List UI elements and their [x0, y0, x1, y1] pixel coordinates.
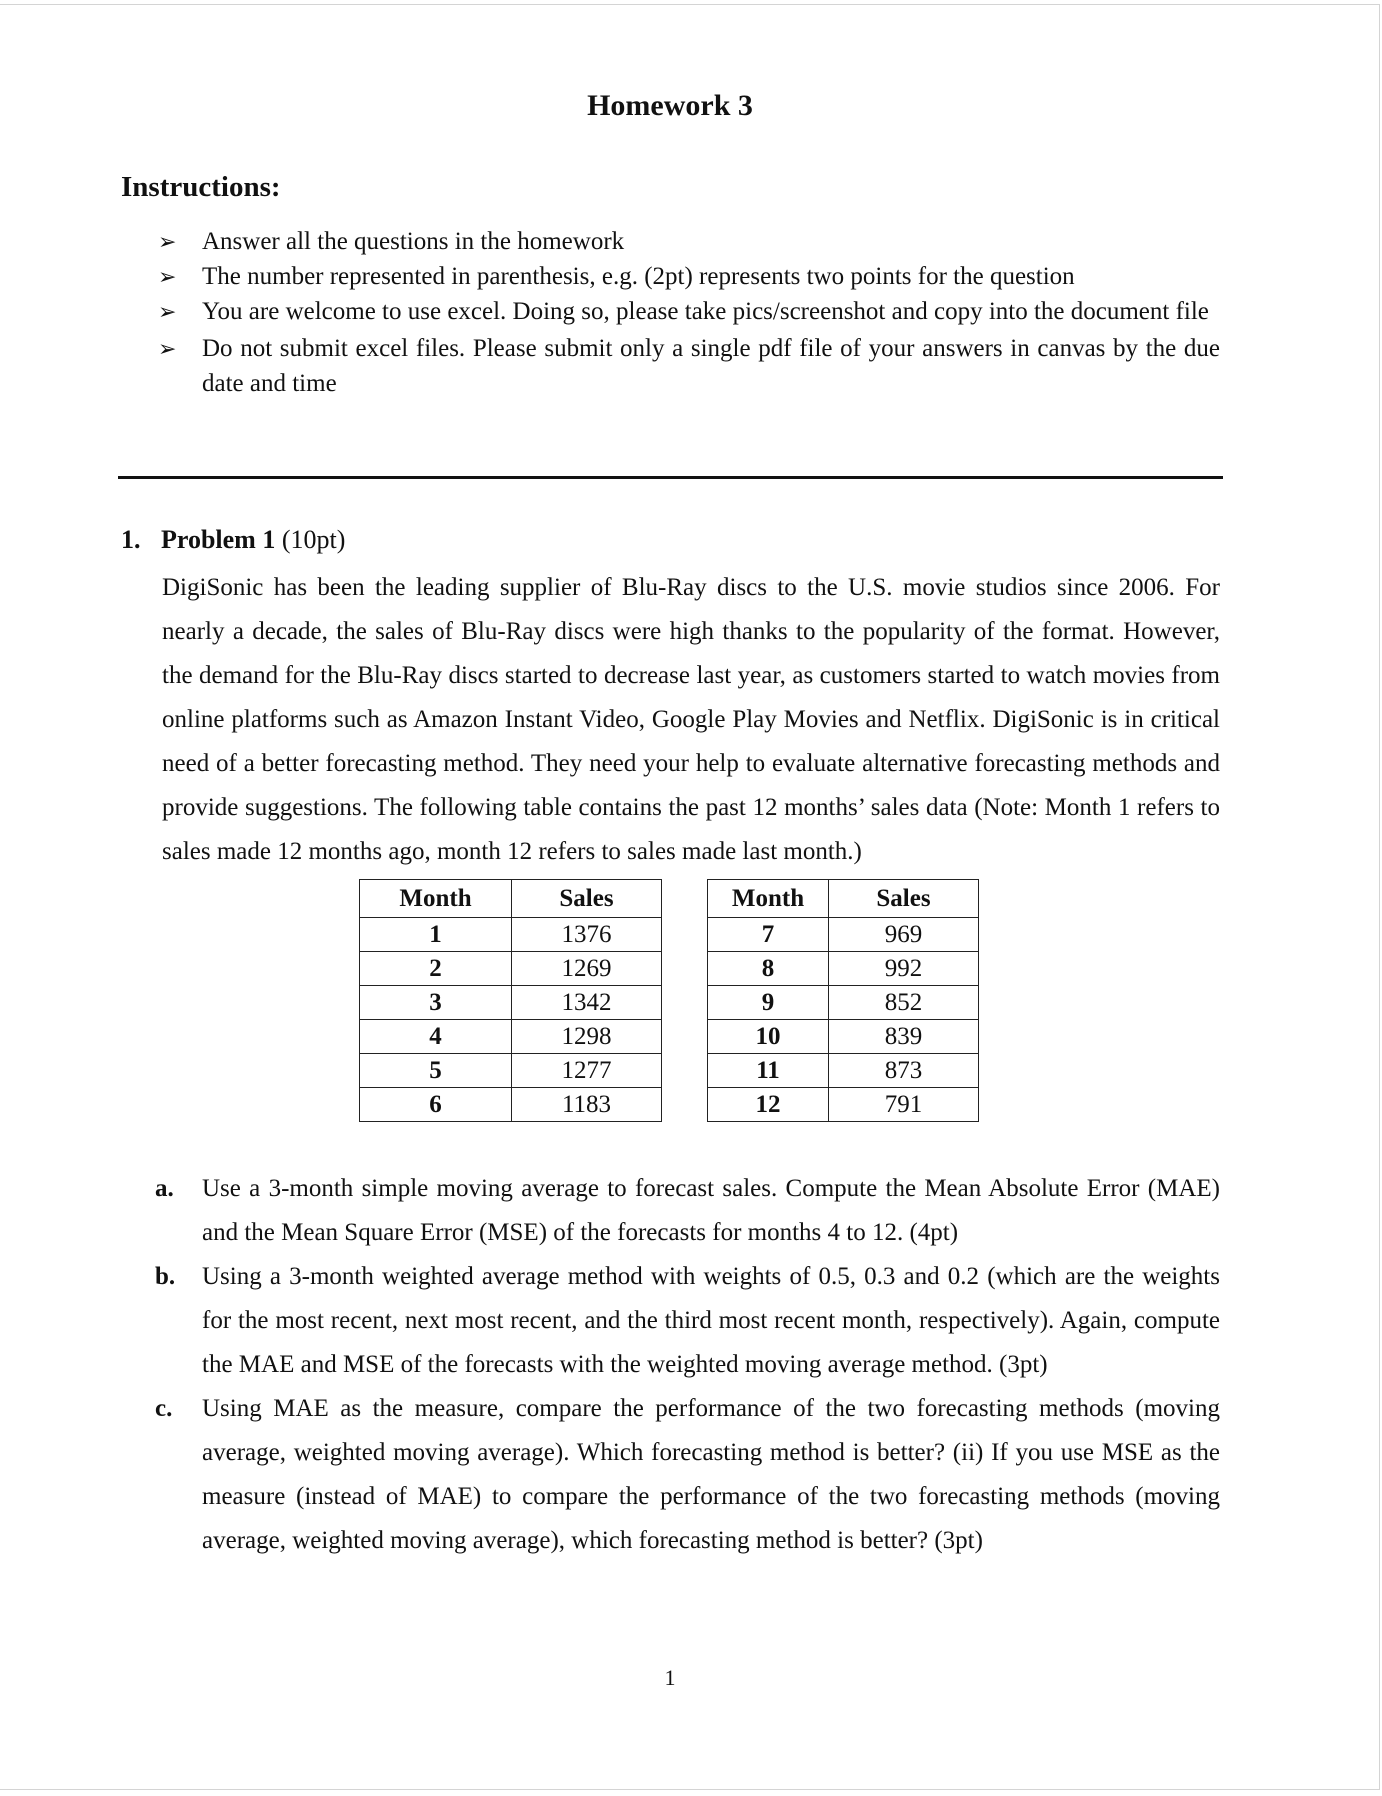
problem-number: 1.	[121, 525, 141, 554]
list-item	[158, 294, 1220, 329]
document-page	[0, 4, 1380, 1790]
table-row	[708, 1020, 979, 1054]
table-header-row	[708, 880, 979, 918]
sales-cell: 969	[829, 918, 979, 952]
table-row	[360, 918, 662, 952]
arrow-bullet-icon: ➢	[158, 229, 177, 254]
page-title: Homework 3	[587, 89, 753, 122]
problem-heading	[121, 525, 345, 555]
sales-cell: 852	[829, 986, 979, 1020]
sales-cell: 992	[829, 952, 979, 986]
question-text: Use a 3-month simple moving average to forecast sales. Compute the Mean Absolute Error (MAE) and the Mean Square Error (MSE) of the forecasts for months 4 to 12. (4pt)	[202, 1175, 1220, 1246]
sales-cell: 791	[829, 1088, 979, 1122]
sales-table-left	[359, 879, 662, 1122]
table-row	[360, 952, 662, 986]
sales-cell: 1376	[512, 918, 662, 952]
month-cell: 10	[708, 1020, 829, 1054]
question-item-b	[155, 1255, 1220, 1387]
instructions-heading: Instructions:	[121, 171, 281, 203]
column-header-sales: Sales	[512, 880, 662, 918]
table-row	[360, 1054, 662, 1088]
instruction-text: The number represented in parenthesis, e.g. (2pt) represents two points for the question	[202, 263, 1075, 290]
problem-description: DigiSonic has been the leading supplier of Blu-Ray discs to the U.S. movie studios since 2006. For nearly a decade, the sales of Blu-Ray discs were high thanks to the popularity of the format. However, the demand for the Blu-Ray discs started to decrease last year, as customers started to watch movies from online platforms such as Amazon Instant Video, Google Play Movies and Netflix. DigiSonic is in critical need of a better forecasting method. They need your help to evaluate alternative forecasting methods and provide suggestions. The following table contains the past 12 months’ sales data (Note: Month 1 refers to sales made 12 months ago, month 12 refers to sales made last month.)	[162, 574, 1220, 865]
sales-cell: 1342	[512, 986, 662, 1020]
question-item-a	[155, 1167, 1220, 1255]
sales-cell: 873	[829, 1054, 979, 1088]
table-row	[360, 1020, 662, 1054]
arrow-bullet-icon: ➢	[158, 299, 177, 324]
month-cell: 3	[360, 986, 512, 1020]
column-header-sales: Sales	[829, 880, 979, 918]
sales-cell: 839	[829, 1020, 979, 1054]
month-cell: 7	[708, 918, 829, 952]
arrow-bullet-icon: ➢	[158, 264, 177, 289]
table-row	[708, 1088, 979, 1122]
instruction-text: Do not submit excel files. Please submit only a single pdf file of your answers in canvas by the due date and time	[202, 335, 1220, 397]
question-list	[155, 1167, 1220, 1563]
month-cell: 8	[708, 952, 829, 986]
sales-cell: 1183	[512, 1088, 662, 1122]
question-letter: b.	[155, 1263, 176, 1290]
table-row	[360, 986, 662, 1020]
list-item	[158, 331, 1220, 401]
column-header-month: Month	[708, 880, 829, 918]
question-text: Using MAE as the measure, compare the performance of the two forecasting methods (moving average, weighted moving average). Which forecasting method is better? (ii) If you use MSE as the measure (instead of MAE) to compare the performance of the two forecasting methods (moving average, weighted moving average), which forecasting method is better? (3pt)	[202, 1395, 1220, 1554]
page-number: 1	[664, 1665, 676, 1690]
question-letter: c.	[155, 1395, 173, 1422]
instruction-text: You are welcome to use excel. Doing so, please take pics/screenshot and copy into the document file	[202, 298, 1209, 325]
month-cell: 2	[360, 952, 512, 986]
table-row	[708, 1054, 979, 1088]
sales-cell: 1269	[512, 952, 662, 986]
question-letter: a.	[155, 1175, 174, 1202]
list-item	[158, 224, 1220, 259]
problem-name: Problem 1	[161, 525, 276, 554]
month-cell: 11	[708, 1054, 829, 1088]
table-row	[708, 952, 979, 986]
month-cell: 9	[708, 986, 829, 1020]
instructions-list	[158, 224, 1220, 401]
list-item	[158, 259, 1220, 294]
question-item-c	[155, 1387, 1220, 1563]
arrow-bullet-icon: ➢	[158, 336, 177, 361]
problem-points: (10pt)	[281, 525, 346, 554]
table-row	[708, 986, 979, 1020]
month-cell: 4	[360, 1020, 512, 1054]
sales-cell: 1298	[512, 1020, 662, 1054]
month-cell: 12	[708, 1088, 829, 1122]
question-text: Using a 3-month weighted average method with weights of 0.5, 0.3 and 0.2 (which are the weights for the most recent, next most recent, and the third most recent month, respectively). Again, compute the MAE and MSE of the forecasts with the weighted moving average method. (3pt)	[202, 1263, 1220, 1378]
column-header-month: Month	[360, 880, 512, 918]
month-cell: 1	[360, 918, 512, 952]
section-divider	[118, 476, 1223, 479]
month-cell: 5	[360, 1054, 512, 1088]
sales-cell: 1277	[512, 1054, 662, 1088]
sales-table-right	[707, 879, 979, 1122]
instruction-text: Answer all the questions in the homework	[202, 228, 625, 255]
table-header-row	[360, 880, 662, 918]
table-row	[708, 918, 979, 952]
table-row	[360, 1088, 662, 1122]
month-cell: 6	[360, 1088, 512, 1122]
